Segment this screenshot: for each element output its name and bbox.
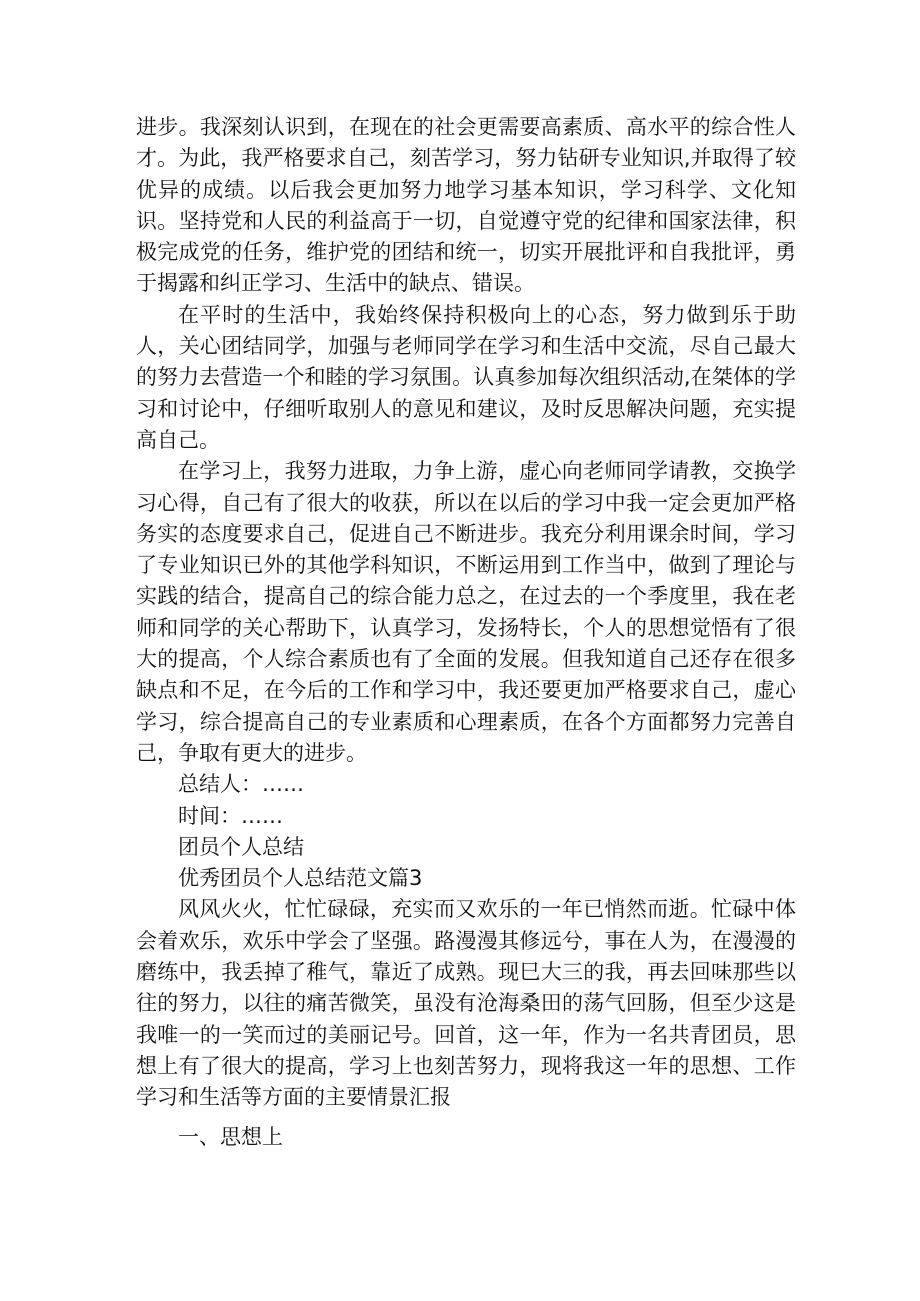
summary-time: 时间：…… — [178, 803, 283, 828]
paragraph-study: 在学习上，我努力进取，力争上游，虚心向老师同学请教，交换学习心得，自己有了很大的收获，所以在以后的学习中我一定会更加严格务实的态度要求自己，促进自己不断进步。我充分利用课余时间，学习了专业知识已外的其他学科知识，不断运用到工作当中，做到了理论与实践的结合，提高自己的综合能力总之，在过去的一个季度里，我在老师和同学的关心帮助下，认真学习，发扬特长，个人的思想觉悟有了很大的提高，个人综合素质也有了全面的发展。但我知道自己还存在很多缺点和不足，在今后的工作和学习中，我还要更加严格要求自己，虚心学习，综合提高自己的专业素质和心理素质，在各个方面都努力完善自己，争取有更大的进步。 — [136, 459, 796, 765]
paragraph-daily-life: 在平时的生活中，我始终保持积极向上的心态，努力做到乐于助人，关心团结同学，加强与老师同学在学习和生活中交流，尽自己最大的努力去营造一个和睦的学习氛围。认真参加每次组织活动,在桀体的学习和讨论中，仔细听取别人的意见和建议，及时反思解决问题，充实提高自己。 — [136, 302, 796, 452]
paragraph-year-review: 风风火火，忙忙碌碌，充实而又欢乐的一年已悄然而逝。忙碌中体会着欢乐，欢乐中学会了坚强。路漫漫其修远兮，事在人为，在漫漫的磨练中，我丢掉了稚气，靠近了成熟。现巳大三的我，再去回味那些以往的努力，以往的痛苦微笑，虽没有沧海桑田的荡气回肠，但至少这是我唯一的一笑而过的美丽记号。回首，这一年，作为一名共青团员，思想上有了很大的提高，学习上也刻苦努力，现将我这一年的思想、工作学习和生活等方面的主要情景汇报 — [136, 897, 796, 1110]
summary-author: 总结人：…… — [178, 772, 304, 797]
paragraph-progress: 进步。我深刻认识到，在现在的社会更需要高素质、高水平的综合性人才。为此，我严格要求自己，刻苦学习，努力钻研专业知识,并取得了较优异的成绩。以后我会更加努力地学习基本知识，学习科学、文化知识。坚持党和人民的利益高于一切，自觉遵守党的纪律和国家法律，积极完成党的任务，维护党的团结和统一，切实开展批评和自我批评，勇于揭露和纠正学习、生活中的缺点、错误。 — [136, 115, 796, 296]
section-title: 团员个人总结 — [178, 834, 304, 859]
article-title: 优秀团员个人总结范文篇3 — [178, 866, 423, 891]
subheading-thought: 一、思想上 — [178, 1124, 283, 1149]
document-page — [136, 112, 796, 1153]
